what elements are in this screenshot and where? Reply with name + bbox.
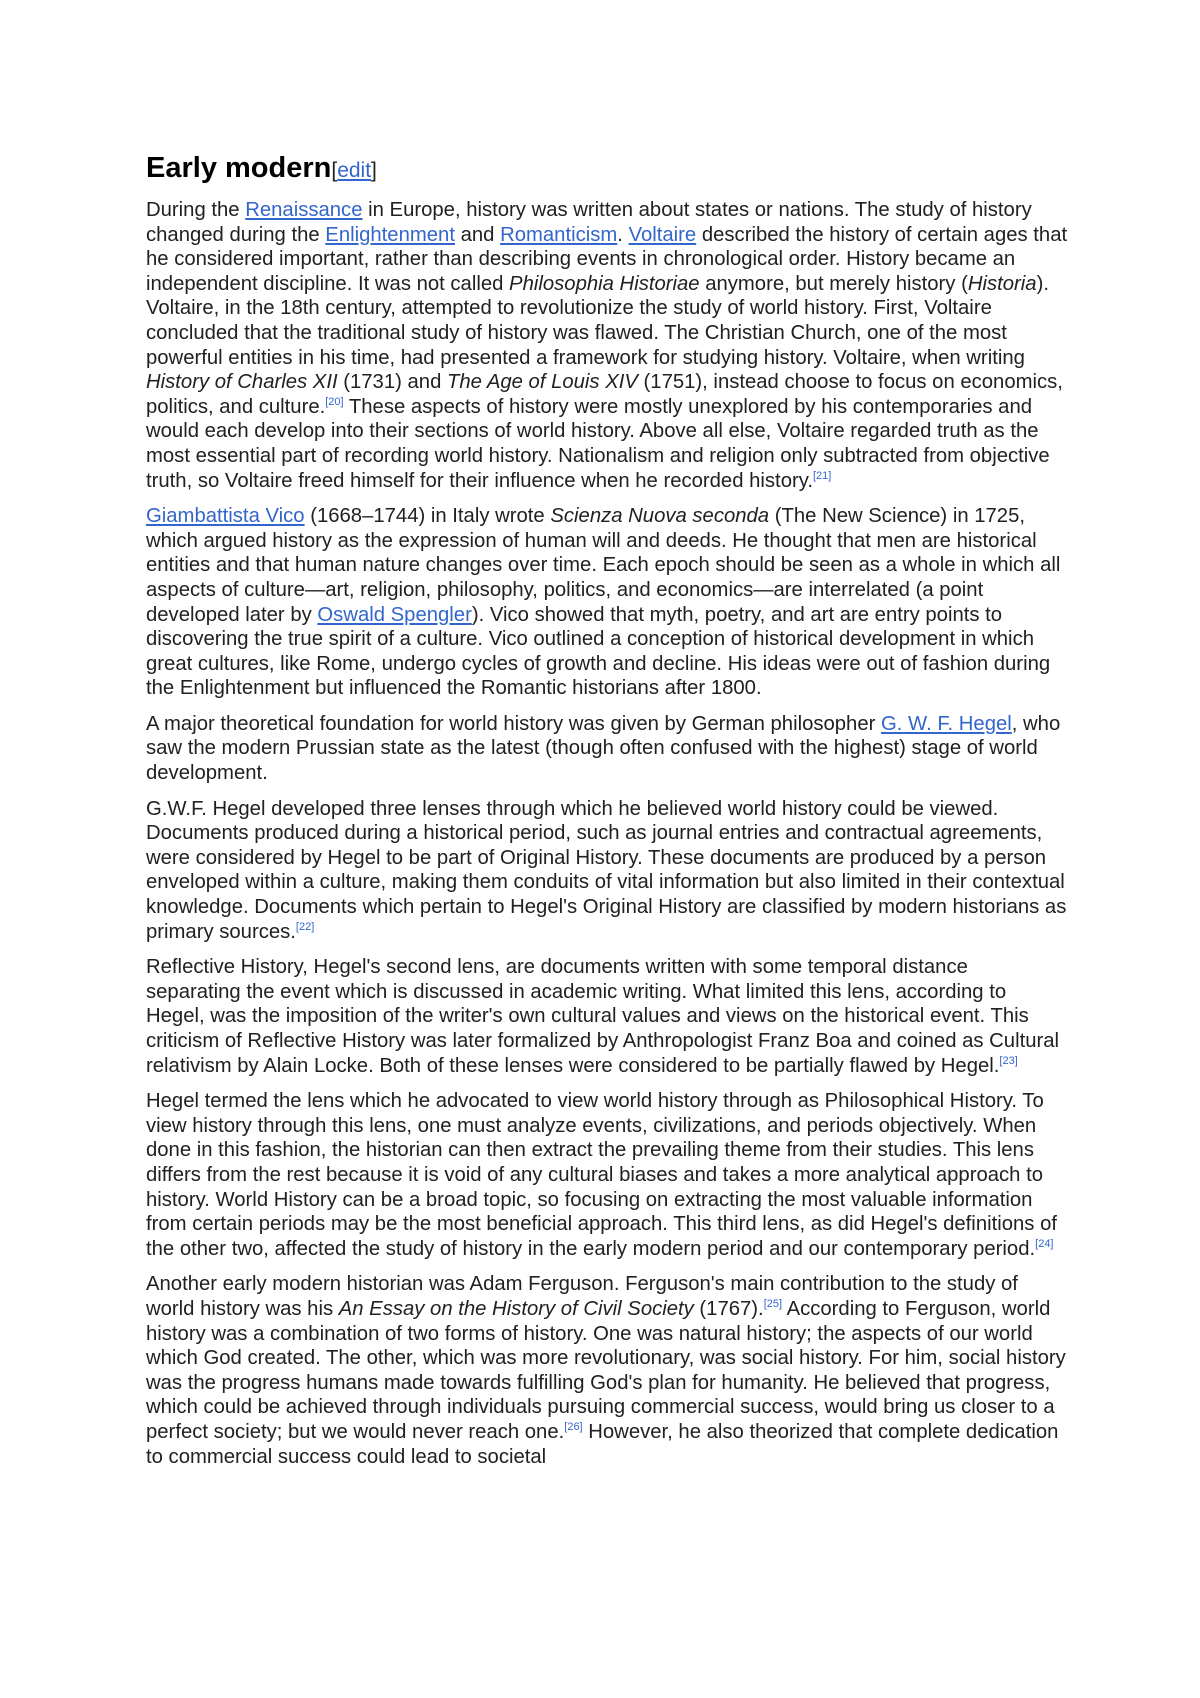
link-enlightenment[interactable]: Enlightenment (325, 223, 455, 246)
edit-section-link-wrapper: [edit] (331, 159, 377, 182)
link-giambattista-vico[interactable]: Giambattista Vico (146, 505, 305, 528)
title-history-of-charles-xii: History of Charles XII (146, 371, 338, 394)
link-hegel[interactable]: G. W. F. Hegel (881, 712, 1012, 735)
reference-24[interactable]: [24] (1035, 1237, 1054, 1250)
link-voltaire[interactable]: Voltaire (628, 223, 697, 246)
paragraph-philosophical-history: Hegel termed the lens which he advocated to view world history through as Philosophical History. To view history through this lens, one must analyze events, civilizations, and periods objectively. When done in this fashion, the historian can then extract the prevailing theme from their studies. This lens differs from the rest because it is void of any cultural biases and takes a more analytical approach to history. World History can be a broad topic, so focusing on extracting the most valuable information from certain periods may be the most beneficial approach. This third lens, as did Hegel's definitions of the other two, affected the study of history in the early modern period and our contemporary period.[24] (146, 1090, 1057, 1260)
link-romanticism[interactable]: Romanticism (500, 223, 618, 246)
article-section (146, 150, 1068, 1480)
title-age-of-louis-xiv: The Age of Louis XIV (446, 371, 638, 394)
paragraph-reflective-history: Reflective History, Hegel's second lens, are documents written with some temporal distance separating the event which is discussed in academic writing. What limited this lens, according to Hegel, was the imposition of the writer's own cultural values and views on the historical event. This criticism of Reflective History was later formalized by Anthropologist Franz Boa and coined as Cultural relativism by Alain Locke. Both of these lenses were considered to be partially flawed by Hegel.[23] (146, 956, 1060, 1077)
paragraph-vico: Giambattista Vico (1668–1744) in Italy wrote Scienza Nuova seconda (The New Science) in 1725, which argued history as the expression of human will and deeds. He thought that men are historical entities and that human nature changes over time. Each epoch should be seen as a whole in which all aspects of culture—art, religion, philosophy, politics, and economics—are interrelated (a point developed later by Oswald Spengler). Vico showed that myth, poetry, and art are entry points to discovering the true spirit of a culture. Vico outlined a conception of historical development in which great cultures, like Rome, undergo cycles of growth and decline. His ideas were out of fashion during the Enlightenment but influenced the Romantic historians after 1800. (146, 505, 1061, 700)
title-essay-civil-society: An Essay on the History of Civil Society (338, 1297, 694, 1320)
reference-23[interactable]: [23] (999, 1054, 1018, 1067)
title-philosophia-historiae: Philosophia Historiae (509, 272, 700, 295)
section-title: Early modern (146, 152, 332, 184)
reference-21[interactable]: [21] (813, 469, 832, 482)
link-renaissance[interactable]: Renaissance (245, 199, 363, 221)
reference-25[interactable]: [25] (763, 1298, 783, 1311)
section-heading (146, 150, 1068, 189)
paragraph-hegel-foundation: A major theoretical foundation for world history was given by German philosopher G. W. F. Hegel, who saw the modern Prussian state as the latest (though often confused with the highest) stage of world development. (146, 712, 1061, 785)
term-historia: Historia (967, 272, 1037, 295)
reference-22[interactable]: [22] (295, 920, 315, 933)
paragraph-voltaire: During the Renaissance in Europe, history was written about states or nations. The study of history changed during the Enlightenment and Romanticism. Voltaire described the history of certain ages that he considered important, rather than describing events in chronological order. History became an independent discipline. It was not called Philosophia Historiae anymore, but merely history (Historia). Voltaire, in the 18th century, attempted to revolutionize the study of world history. First, Voltaire concluded that the traditional study of history was flawed. The Christian Church, one of the most powerful entities in his time, had presented a framework for studying history. Voltaire, when writing History of Charles XII (1731) and The Age of Louis XIV (1751), instead choose to focus on economics, politics, and culture.[20] These aspects of history were mostly unexplored by his contemporaries and would each develop into their sections of world history. Above all else, Voltaire regarded truth as the most essential part of recording world history. Nationalism and religion only subtracted from objective truth, so Voltaire freed himself for their influence when he recorded history.[21] (146, 199, 1068, 492)
reference-20[interactable]: [20] (325, 395, 344, 408)
title-scienza-nuova: Scienza Nuova seconda (550, 505, 770, 528)
link-oswald-spengler[interactable]: Oswald Spengler (317, 603, 472, 626)
paragraph-original-history: G.W.F. Hegel developed three lenses through which he believed world history could be viewed. Documents produced during a historical period, such as journal entries and contractual agreements, were considered by Hegel to be part of Original History. These documents are produced by a person enveloped within a culture, making them conduits of vital information but also limited in their contextual knowledge. Documents which pertain to Hegel's Original History are classified by modern historians as primary sources.[22] (146, 797, 1067, 943)
paragraph-ferguson: Another early modern historian was Adam Ferguson. Ferguson's main contribution to the study of world history was his An Essay on the History of Civil Society (1767).[25] According to Ferguson, world history was a combination of two forms of history. One was natural history; the aspects of our world which God created. The other, which was more revolutionary, was social history. For him, social history was the progress humans made towards fulfilling God's plan for humanity. He believed that progress, which could be achieved through individuals pursuing commercial success, would bring us closer to a perfect society; but we would never reach one.[26] However, he also theorized that complete dedication to commercial success could lead to societal (146, 1273, 1066, 1468)
reference-26[interactable]: [26] (564, 1421, 583, 1434)
edit-section-link[interactable]: edit (337, 159, 372, 182)
